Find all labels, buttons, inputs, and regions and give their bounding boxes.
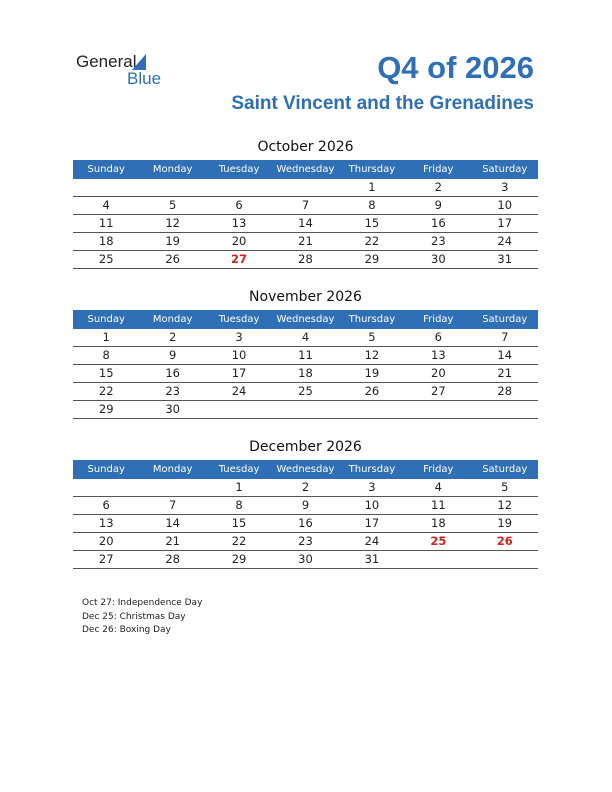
week-row: [73, 401, 538, 419]
page-subtitle: Saint Vincent and the Grenadines: [231, 93, 534, 114]
day-cell: 2: [301, 480, 310, 494]
day-cell: 19: [165, 234, 180, 248]
day-cell: 27: [431, 384, 446, 398]
day-cell: 4: [102, 198, 110, 212]
day-cell: 13: [98, 516, 114, 530]
weekday-label: Tuesday: [218, 164, 260, 175]
calendar-body: [73, 329, 538, 419]
weekday-header: [73, 310, 538, 329]
day-cell: 15: [364, 216, 380, 230]
holiday-day-cell: 27: [231, 252, 248, 266]
weekday-label: Wednesday: [276, 464, 335, 475]
weekday-header: [73, 160, 538, 179]
weekday-label: Wednesday: [276, 164, 335, 175]
day-cell: 2: [434, 180, 442, 194]
day-cell: 6: [102, 498, 110, 512]
week-row: [73, 515, 538, 533]
day-cell: 19: [497, 516, 513, 530]
day-cell: [405, 551, 471, 568]
day-cell: 2: [168, 330, 177, 344]
weekday-label: Saturday: [482, 164, 528, 175]
day-cell: 18: [98, 234, 114, 248]
day-cell: [339, 401, 405, 418]
day-cell: 24: [231, 384, 247, 398]
day-cell: 30: [298, 552, 313, 566]
weekday-label: Friday: [423, 314, 454, 325]
day-cell: 17: [231, 366, 247, 380]
day-cell: 12: [165, 216, 180, 230]
holiday-day-cell: 26: [496, 534, 513, 548]
day-cell: [73, 479, 139, 496]
day-cell: 26: [165, 252, 180, 266]
day-cell: 10: [364, 498, 380, 512]
day-cell: 12: [364, 348, 380, 362]
day-cell: 14: [497, 348, 513, 362]
day-cell: 11: [298, 348, 313, 362]
day-cell: 14: [165, 516, 180, 530]
day-cell: 29: [98, 402, 114, 416]
day-cell: 21: [497, 366, 513, 380]
weekday-label: Friday: [423, 464, 454, 475]
day-cell: 8: [102, 348, 110, 362]
day-cell: [272, 179, 338, 196]
weekday-label: Sunday: [87, 464, 125, 475]
day-cell: 13: [231, 216, 247, 230]
day-cell: [472, 551, 538, 568]
day-cell: 1: [368, 180, 376, 194]
weekday-label: Monday: [152, 164, 193, 175]
day-cell: 16: [431, 216, 446, 230]
day-cell: 17: [497, 216, 513, 230]
day-cell: 3: [368, 480, 376, 494]
day-cell: 18: [431, 516, 446, 530]
weekday-label: Thursday: [348, 464, 396, 475]
day-cell: 5: [501, 480, 509, 494]
day-cell: 24: [497, 234, 513, 248]
month-title: October 2026: [257, 139, 354, 155]
calendar-body: [73, 179, 538, 269]
day-cell: 29: [231, 552, 247, 566]
day-cell: 15: [231, 516, 247, 530]
day-cell: [405, 401, 471, 418]
day-cell: 10: [231, 348, 247, 362]
weekday-label: Thursday: [348, 314, 396, 325]
day-cell: 26: [364, 384, 380, 398]
day-cell: 16: [165, 366, 180, 380]
day-cell: 7: [501, 330, 509, 344]
week-row: [73, 347, 538, 365]
day-cell: 29: [364, 252, 380, 266]
week-row: [73, 215, 538, 233]
day-cell: 31: [364, 552, 380, 566]
day-cell: 9: [168, 348, 177, 362]
day-cell: 25: [98, 252, 114, 266]
weekday-label: Monday: [152, 464, 193, 475]
week-row: [73, 551, 538, 569]
day-cell: 17: [364, 516, 380, 530]
day-cell: 27: [98, 552, 114, 566]
day-cell: 16: [298, 516, 313, 530]
week-row: [73, 365, 538, 383]
day-cell: 1: [102, 330, 110, 344]
day-cell: 20: [231, 234, 247, 248]
month-calendar-november: [73, 288, 538, 419]
day-cell: 9: [434, 198, 442, 212]
day-cell: 9: [301, 498, 310, 512]
weekday-label: Saturday: [482, 464, 528, 475]
day-cell: 30: [431, 252, 446, 266]
day-cell: 20: [431, 366, 446, 380]
day-cell: 12: [497, 498, 513, 512]
holiday-day-cell: 25: [430, 534, 447, 548]
day-cell: [139, 179, 205, 196]
week-row: [73, 179, 538, 197]
week-row: [73, 479, 538, 497]
day-cell: [139, 479, 205, 496]
month-title: December 2026: [249, 439, 362, 455]
day-cell: 18: [298, 366, 313, 380]
week-row: [73, 233, 538, 251]
day-cell: 1: [235, 480, 243, 494]
logo-triangle-icon: [132, 54, 146, 70]
week-row: [73, 251, 538, 269]
day-cell: 23: [431, 234, 446, 248]
day-cell: [206, 401, 272, 418]
day-cell: 21: [298, 234, 313, 248]
day-cell: 28: [298, 252, 313, 266]
day-cell: 22: [364, 234, 380, 248]
day-cell: 7: [168, 498, 177, 512]
logo-text-blue: Blue: [127, 69, 162, 88]
day-cell: [73, 179, 139, 196]
week-row: [73, 197, 538, 215]
day-cell: 19: [364, 366, 380, 380]
day-cell: 8: [235, 498, 243, 512]
month-title: November 2026: [249, 289, 362, 305]
day-cell: 6: [235, 198, 243, 212]
weekday-label: Monday: [152, 314, 193, 325]
day-cell: 31: [497, 252, 513, 266]
holiday-note: Dec 26: Boxing Day: [82, 625, 171, 635]
day-cell: 30: [165, 402, 180, 416]
day-cell: 4: [434, 480, 442, 494]
day-cell: 13: [431, 348, 446, 362]
weekday-header: [73, 460, 538, 479]
holiday-notes: [82, 597, 202, 638]
week-row: [73, 533, 538, 551]
week-row: [73, 329, 538, 347]
logo: [76, 52, 196, 92]
month-calendar-october: [73, 138, 538, 269]
day-cell: 23: [165, 384, 180, 398]
day-cell: 23: [298, 534, 313, 548]
weekday-label: Friday: [423, 164, 454, 175]
day-cell: 28: [497, 384, 513, 398]
holiday-note: Dec 25: Christmas Day: [82, 611, 186, 622]
weekday-label: Thursday: [348, 164, 396, 175]
day-cell: 6: [434, 330, 442, 344]
day-cell: 20: [98, 534, 114, 548]
day-cell: [472, 401, 538, 418]
day-cell: [272, 401, 338, 418]
holiday-note: Oct 27: Independence Day: [82, 598, 203, 608]
week-row: [73, 383, 538, 401]
day-cell: 3: [501, 180, 509, 194]
weekday-label: Sunday: [87, 314, 125, 325]
day-cell: 3: [235, 330, 243, 344]
page-title: Q4 of 2026: [377, 50, 534, 85]
day-cell: 15: [98, 366, 114, 380]
weekday-label: Saturday: [482, 314, 528, 325]
day-cell: 5: [168, 198, 177, 212]
day-cell: 14: [298, 216, 313, 230]
day-cell: 28: [165, 552, 180, 566]
weekday-label: Sunday: [87, 164, 125, 175]
weekday-label: Tuesday: [218, 314, 260, 325]
day-cell: 21: [165, 534, 180, 548]
day-cell: 4: [301, 330, 310, 344]
weekday-label: Wednesday: [276, 314, 335, 325]
day-cell: 10: [497, 198, 513, 212]
day-cell: 24: [364, 534, 380, 548]
day-cell: 5: [368, 330, 376, 344]
weekday-label: Tuesday: [218, 464, 260, 475]
week-row: [73, 497, 538, 515]
month-calendar-december: [73, 438, 538, 569]
day-cell: 8: [368, 198, 376, 212]
day-cell: 22: [231, 534, 247, 548]
calendar-body: [73, 479, 538, 569]
day-cell: 7: [301, 198, 310, 212]
day-cell: 25: [298, 384, 313, 398]
day-cell: 11: [98, 216, 114, 230]
day-cell: 11: [431, 498, 446, 512]
day-cell: [206, 179, 272, 196]
day-cell: 22: [98, 384, 114, 398]
logo-text-general: General: [76, 52, 137, 71]
